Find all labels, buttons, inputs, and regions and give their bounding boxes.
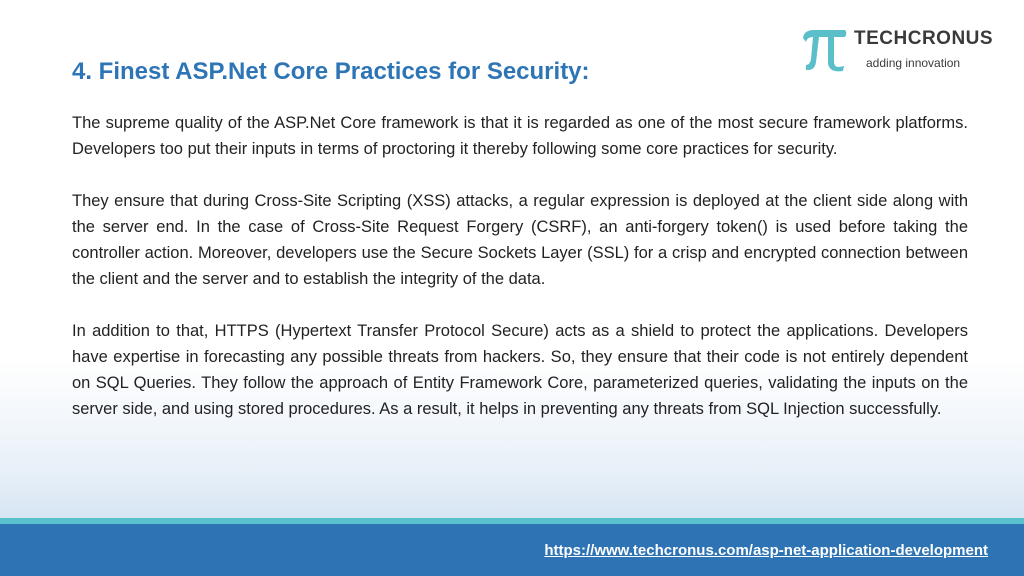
pi-logo-icon: [800, 26, 848, 72]
logo-brand-name: TECHCRONUS: [854, 28, 994, 49]
paragraph-xss-csrf: They ensure that during Cross-Site Scripting (XSS) attacks, a regular expression is deployed at the client side along with the server end. In the case of Cross-Site Request Forgery (CSRF), an anti-forgery token() is used before taking the controller action. Moreover, developers use the Secure Sockets Layer (SSL) for a crisp and encrypted connection between the client and the server and to establish the integrity of the data.: [72, 192, 968, 288]
logo-tagline: adding innovation: [866, 56, 961, 70]
techcronus-logo: [800, 26, 1000, 76]
slide-title: 4. Finest ASP.Net Core Practices for Security:: [72, 58, 590, 85]
paragraph-https-sql: In addition to that, HTTPS (Hypertext Transfer Protocol Secure) acts as a shield to protect the applications. Developers have expertise in forecasting any possible threats from hackers. So, they ensure that their code is not entirely dependent on SQL Queries. They follow the approach of Entity Framework Core, parameterized queries, validating the inputs on the server side, and using stored procedures. As a result, it helps in preventing any threats from SQL Injection successfully.: [72, 322, 968, 418]
slide-body: [72, 110, 968, 448]
footer-bar: [0, 524, 1024, 576]
paragraph-intro: The supreme quality of the ASP.Net Core framework is that it is regarded as one of the most secure framework platforms. Developers too put their inputs in terms of proctoring it thereby following some core practices for security.: [72, 114, 968, 158]
footer-website-link[interactable]: https://www.techcronus.com/asp-net-application-development: [544, 542, 988, 559]
